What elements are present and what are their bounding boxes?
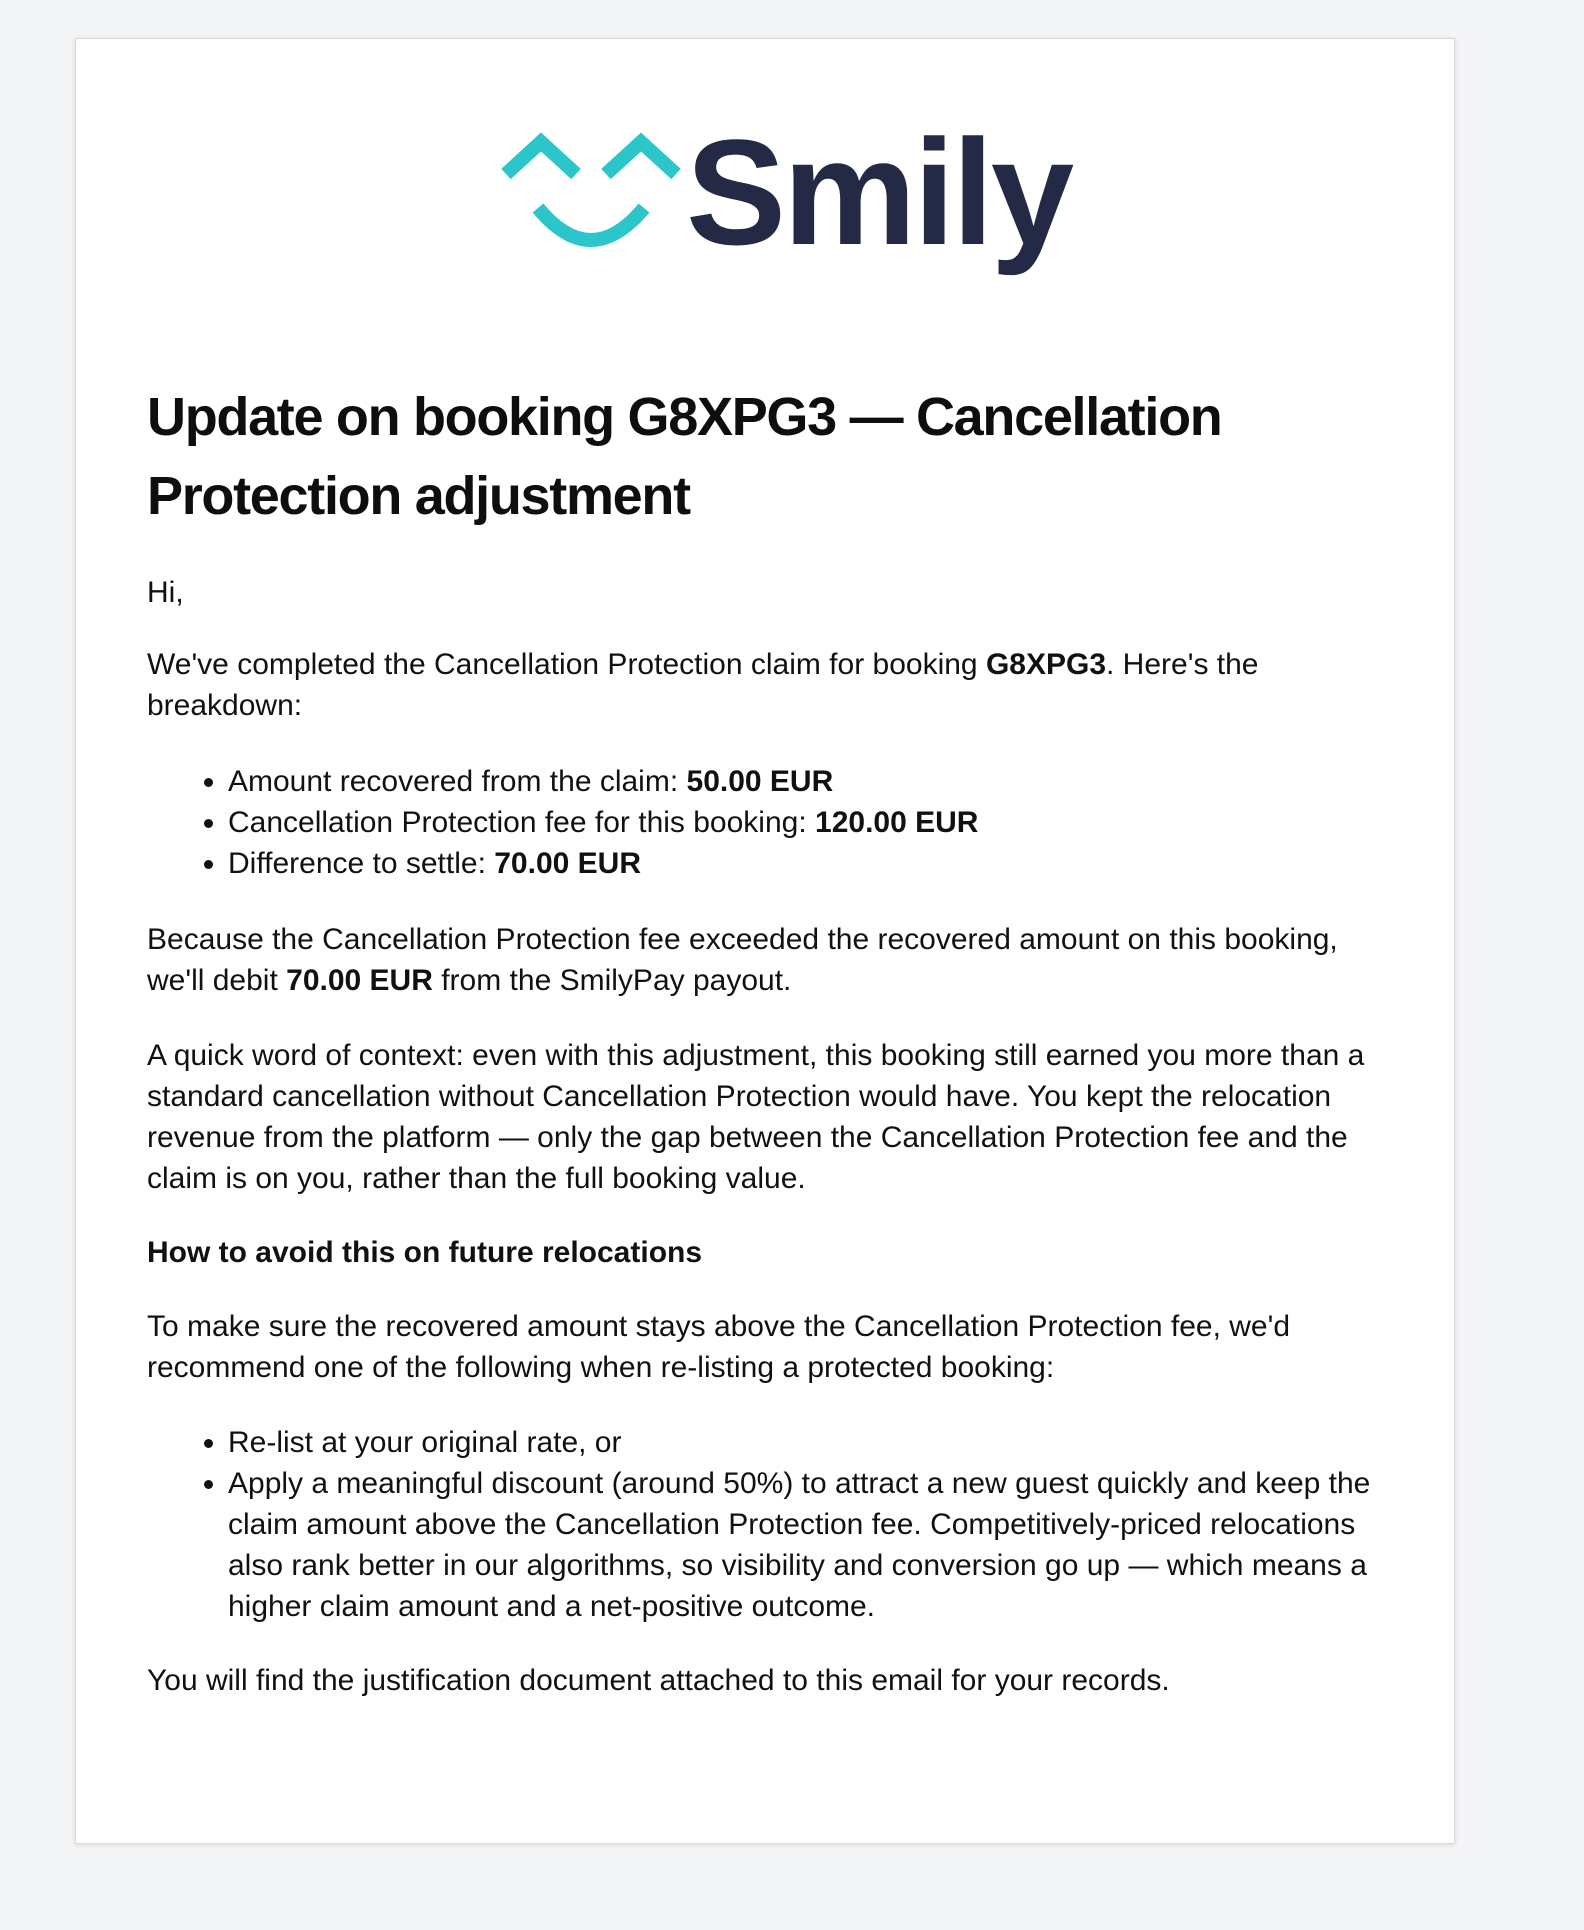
breakdown-value: 120.00 EUR (815, 806, 979, 839)
debit-paragraph (147, 919, 1347, 1001)
breakdown-item-fee (228, 802, 978, 843)
future-relocations-heading: How to avoid this on future relocations (147, 1236, 703, 1269)
recommendation-item: • Apply a meaningful discount (around 50%) to attract a new guest quickly and keep the claim amount above the Cancellation Protection fee. Competitively-priced relocations also rank better in our algorithms, so visibility and conversion go up — which means a higher claim amount and a net-positive outcome. (228, 1463, 1418, 1627)
breakdown-label: Cancellation Protection fee for this booking: (228, 806, 816, 839)
breakdown-list (147, 761, 978, 884)
breakdown-value: 50.00 EUR (686, 765, 834, 798)
booking-code: G8XPG3 (985, 648, 1107, 681)
smiley-face-icon (496, 132, 686, 262)
closing-paragraph: You will find the justification document attached to this email for your records. (147, 1664, 1170, 1697)
recommendations-list (147, 1422, 1418, 1627)
breakdown-value: 70.00 EUR (494, 847, 641, 880)
intro-paragraph (147, 644, 1377, 726)
recommend-intro-paragraph: To make sure the recovered amount stays above the Cancellation Protection fee, we'd recommend one of the following when re-listing a protected booking: (147, 1310, 1291, 1384)
breakdown-label: Difference to settle: (228, 847, 495, 880)
recommendation-item: • Re-list at your original rate, or (228, 1422, 1418, 1463)
smily-logo (496, 97, 1072, 287)
debit-amount: 70.00 EUR (286, 964, 433, 997)
intro-text-after: . Here's the breakdown: (147, 648, 1259, 722)
context-paragraph: A quick word of context: even with this adjustment, this booking still earned you more than a standard cancellation without Cancellation Protection would have. You kept the relocation revenue from the platform — only the gap between the Cancellation Protection fee and the claim is on you, rather than the full booking value. (147, 1039, 1365, 1195)
breakdown-label: Amount recovered from the claim: (228, 765, 687, 798)
debit-text-before: Because the Cancellation Protection fee exceeded the recovered amount on this booking, we'll debit (147, 923, 1338, 997)
breakdown-item-recovered (228, 761, 978, 802)
greeting: Hi, (147, 576, 184, 609)
email-card (75, 38, 1455, 1844)
smily-wordmark: Smily (686, 108, 1072, 276)
debit-text-after: from the SmilyPay payout. (432, 964, 792, 997)
breakdown-item-difference (228, 843, 978, 884)
intro-text-before: We've completed the Cancellation Protection claim for booking (147, 648, 986, 681)
email-title: Update on booking G8XPG3 — Cancellation Protection adjustment (147, 387, 1222, 526)
